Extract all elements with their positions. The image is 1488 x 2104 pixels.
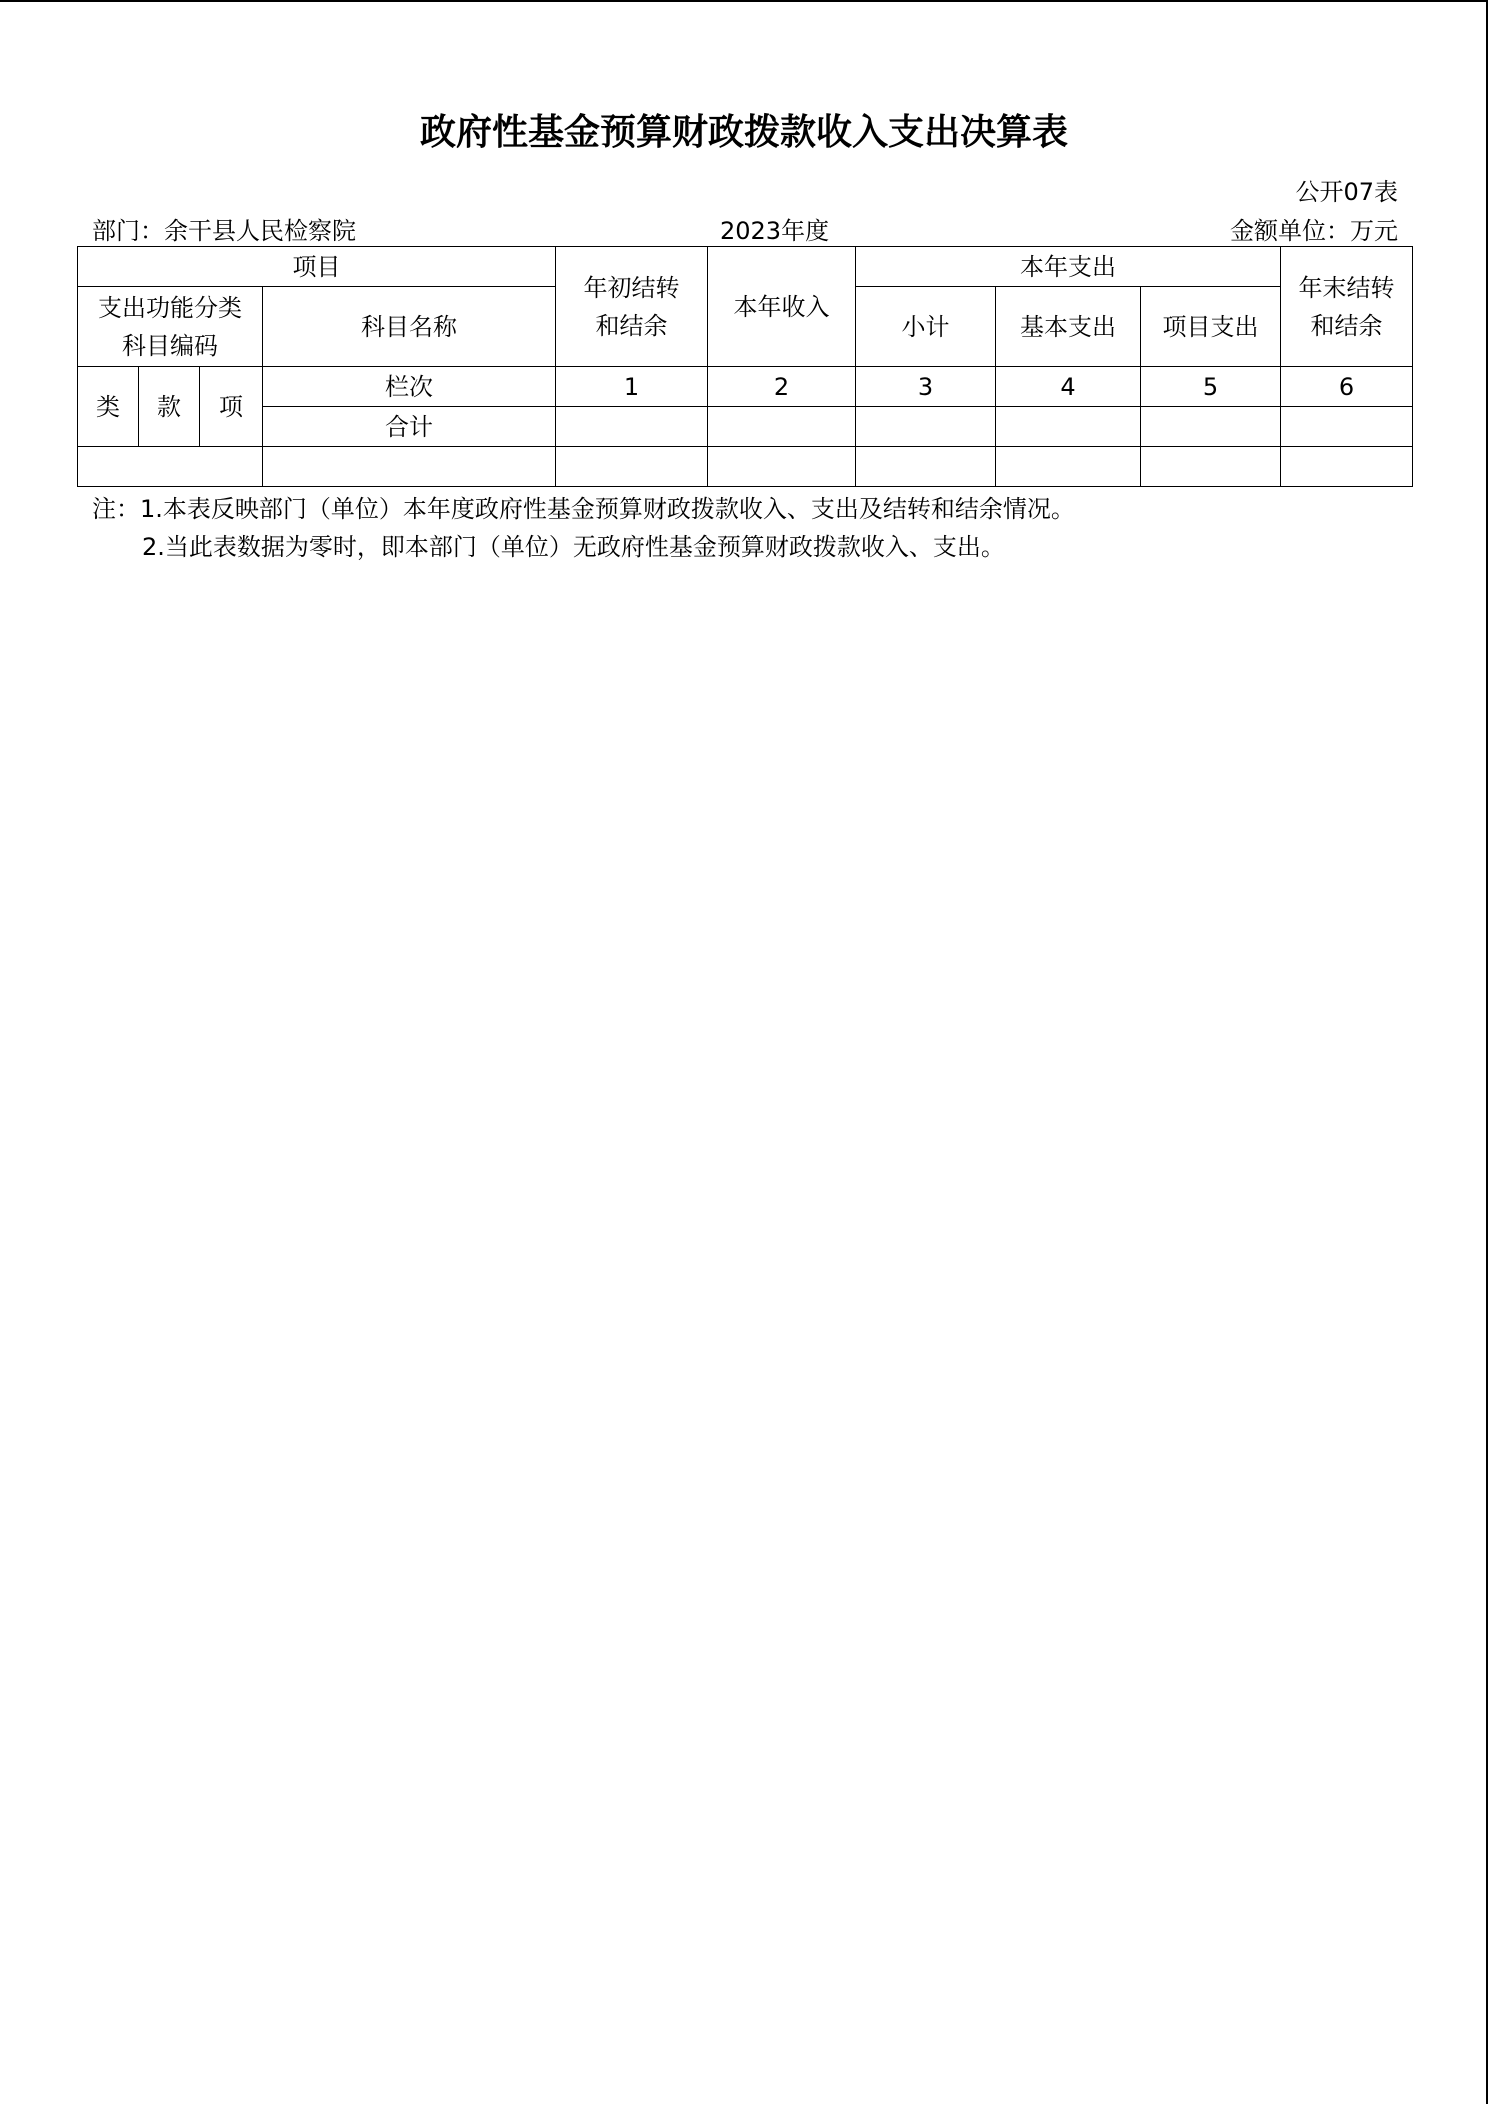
column-number: 1	[556, 367, 708, 407]
header-func-code-text: 支出功能分类科目编码	[98, 293, 242, 360]
header-current-expense: 本年支出	[856, 247, 1281, 287]
header-beginning-balance-text: 年初结转和结余	[583, 273, 680, 340]
row-value-cell	[708, 447, 856, 487]
total-cell	[856, 407, 996, 447]
notes	[92, 490, 1075, 566]
header-beginning-balance	[556, 247, 708, 367]
column-number: 2	[708, 367, 856, 407]
note-1: 注：1.本表反映部门（单位）本年度政府性基金预算财政拨款收入、支出及结转和结余情况。	[92, 495, 1075, 523]
budget-table	[77, 246, 1413, 487]
fiscal-year: 2023年度	[720, 217, 830, 245]
header-subject-name: 科目名称	[263, 287, 556, 367]
page-title: 政府性基金预算财政拨款收入支出决算表	[419, 112, 1068, 153]
total-cell	[1141, 407, 1281, 447]
header-ending-balance-text: 年末结转和结余	[1298, 273, 1395, 340]
header-lei: 类	[78, 367, 139, 447]
header-kuan: 款	[139, 367, 200, 447]
page-border-top	[0, 0, 1488, 2]
header-basic-expense: 基本支出	[996, 287, 1141, 367]
total-row-label: 合计	[263, 407, 556, 447]
header-ending-balance	[1281, 247, 1413, 367]
header-project-expense: 项目支出	[1141, 287, 1281, 367]
row-value-cell	[996, 447, 1141, 487]
header-func-code	[78, 287, 263, 367]
total-cell	[996, 407, 1141, 447]
total-cell	[556, 407, 708, 447]
table-row	[78, 447, 1413, 487]
column-number: 5	[1141, 367, 1281, 407]
row-value-cell	[556, 447, 708, 487]
total-cell	[708, 407, 856, 447]
header-subtotal: 小计	[856, 287, 996, 367]
header-current-income: 本年收入	[708, 247, 856, 367]
note-2: 2.当此表数据为零时，即本部门（单位）无政府性基金预算财政拨款收入、支出。	[142, 533, 1005, 561]
row-value-cell	[1281, 447, 1413, 487]
row-value-cell	[856, 447, 996, 487]
column-number: 6	[1281, 367, 1413, 407]
amount-unit: 金额单位：万元	[1230, 217, 1398, 245]
column-number: 3	[856, 367, 996, 407]
table-code: 公开07表	[1295, 178, 1398, 206]
total-cell	[1281, 407, 1413, 447]
department-label: 部门：余干县人民检察院	[92, 217, 356, 245]
column-number: 4	[996, 367, 1141, 407]
row-code-cell	[78, 447, 263, 487]
header-column-no: 栏次	[263, 367, 556, 407]
header-project: 项目	[78, 247, 556, 287]
header-xiang: 项	[200, 367, 263, 447]
row-name-cell	[263, 447, 556, 487]
row-value-cell	[1141, 447, 1281, 487]
